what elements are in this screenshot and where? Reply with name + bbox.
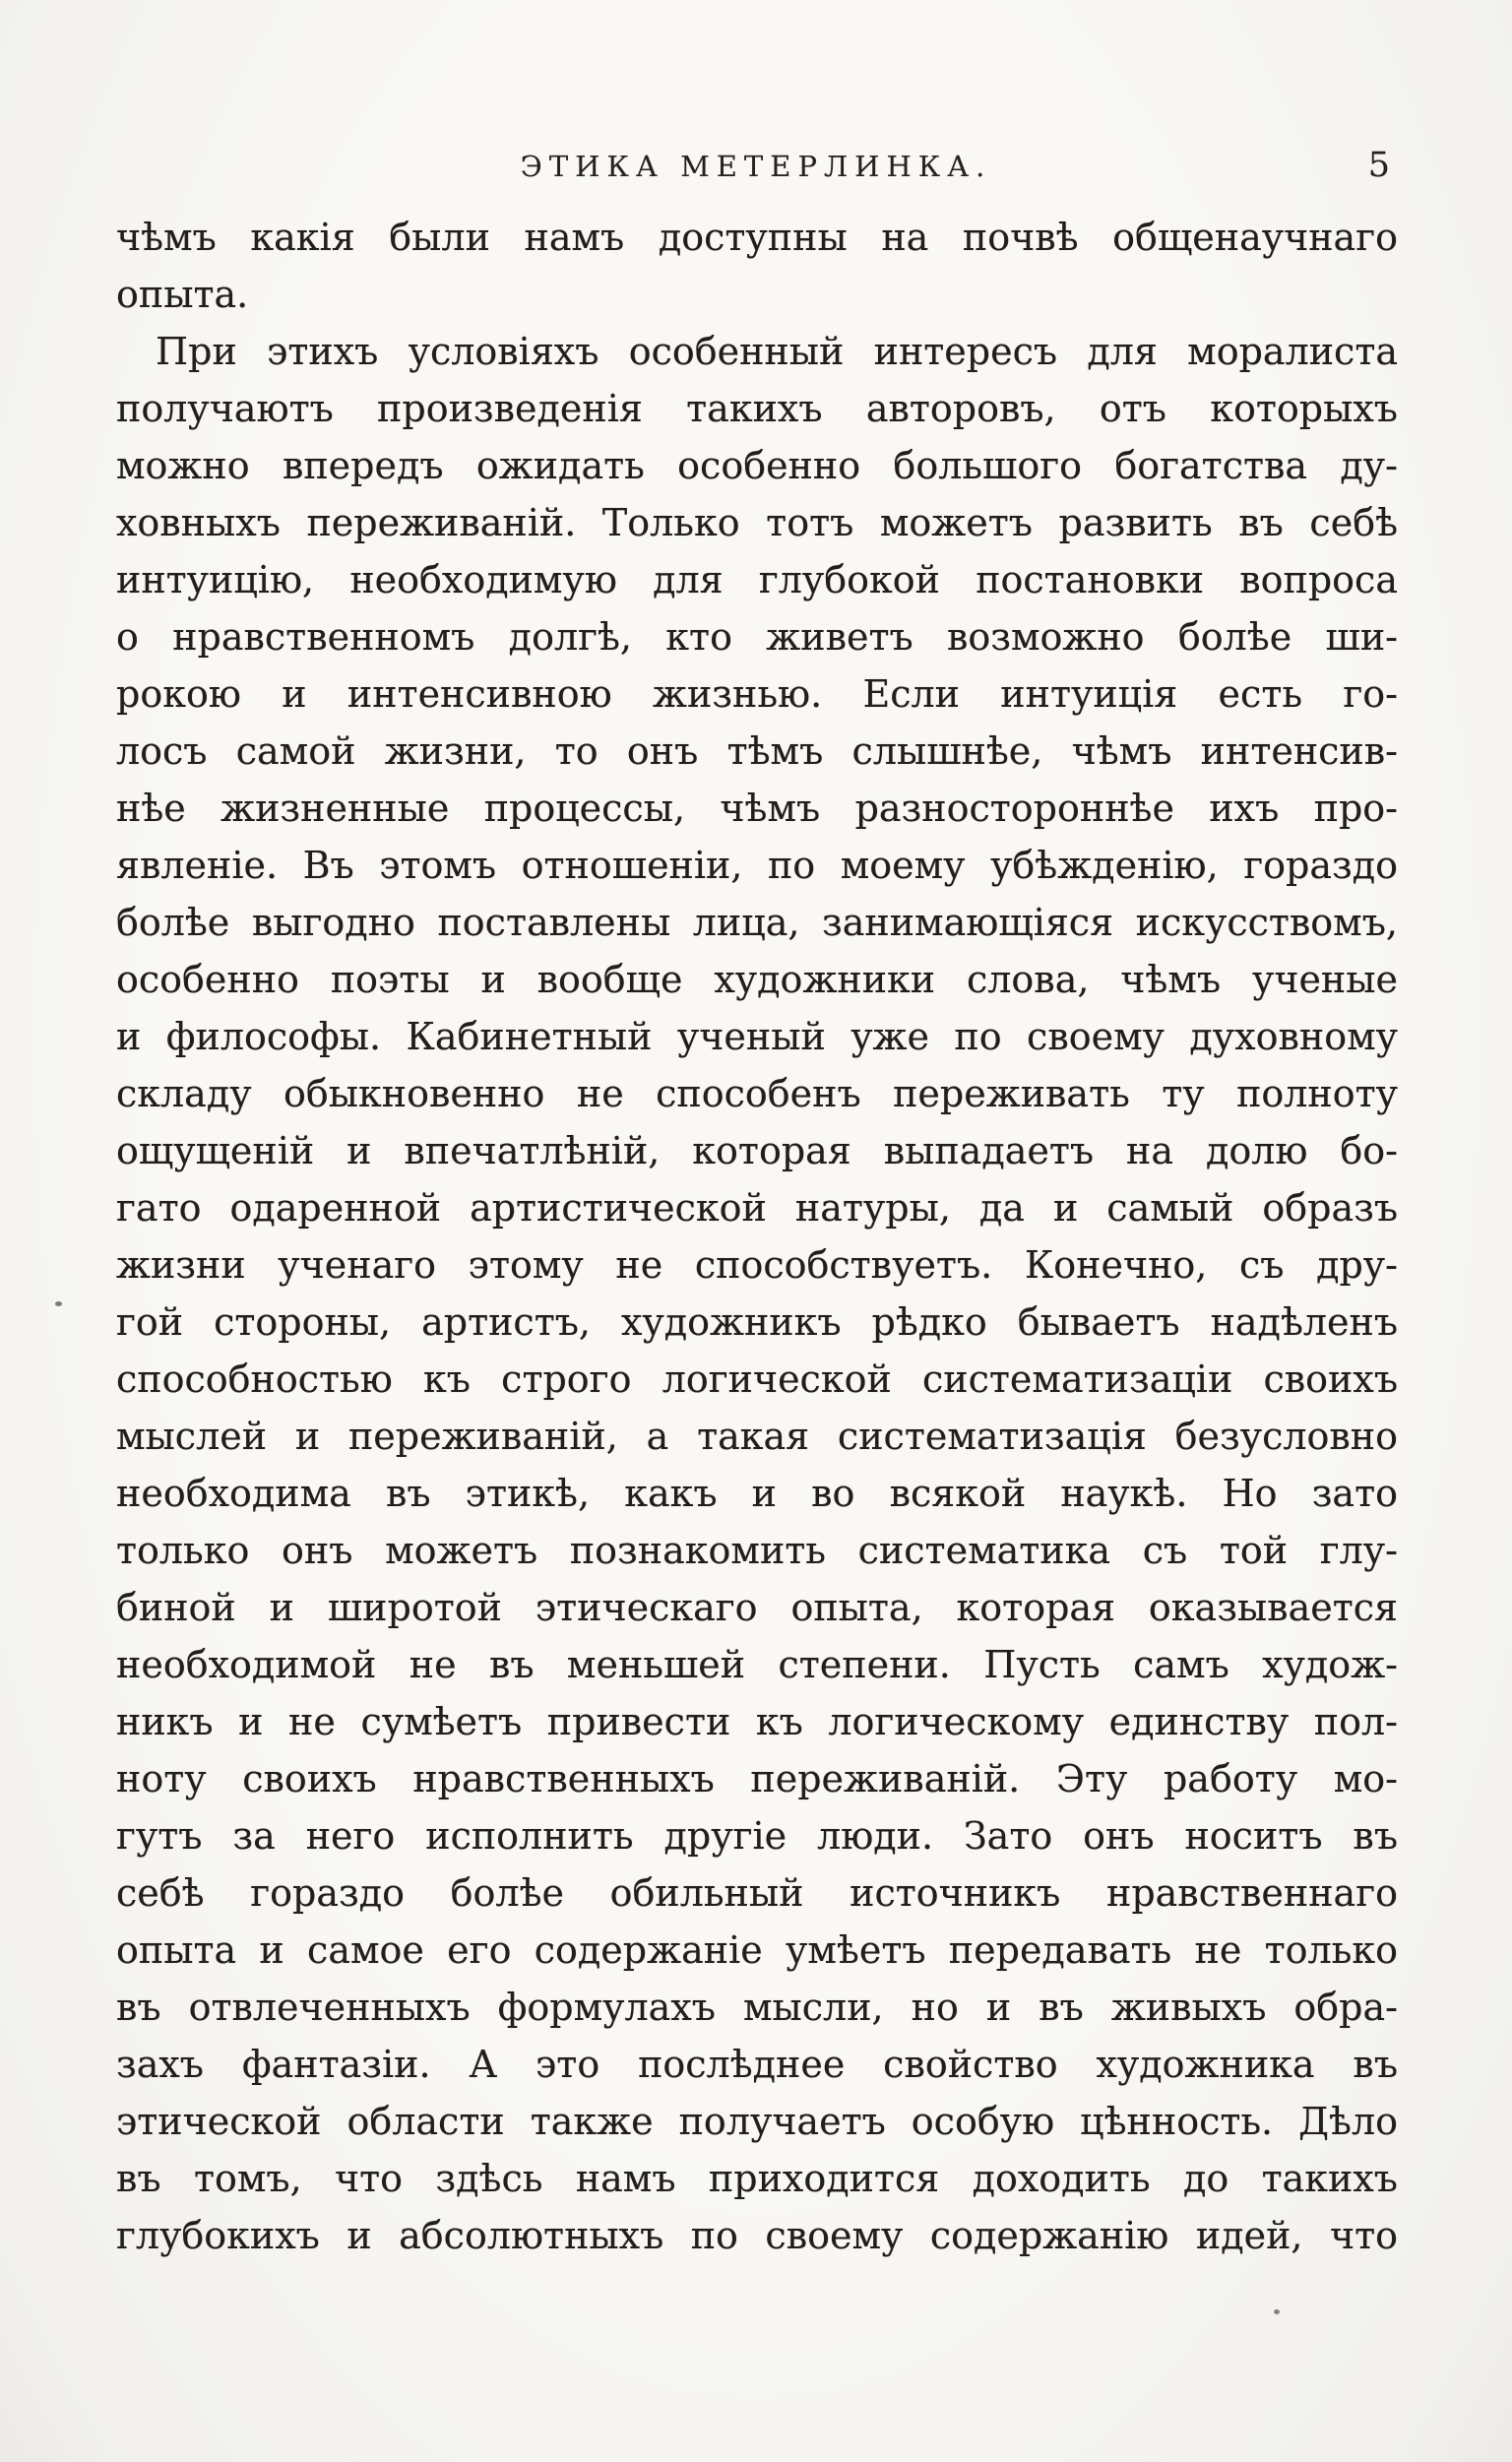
text-line: въ отвлеченныхъ формулахъ мысли, но и въ живыхъ обра- [116, 1986, 1398, 2029]
text-line: ощущеній и впечатлѣній, которая выпадаетъ на долю бо- [116, 1129, 1398, 1172]
text-line: необходимой не въ меньшей степени. Пусть самъ худож- [116, 1643, 1398, 1686]
text-line: ховныхъ переживаній. Только тотъ можетъ развить въ себѣ [116, 501, 1398, 544]
running-header [116, 146, 1396, 195]
text-line: этической области также получаетъ особую цѣнность. Дѣло [116, 2100, 1398, 2143]
running-header-title: ЭТИКА МЕТЕРЛИНКА. [520, 150, 992, 183]
page-number: 5 [1367, 146, 1390, 185]
text-line: чѣмъ какія были намъ доступны на почвѣ общенаучнаго [116, 216, 1398, 259]
scan-speck [1274, 2309, 1280, 2314]
text-line: о нравственномъ долгѣ, кто живетъ возможно болѣе ши- [116, 615, 1398, 659]
text-line: опыта. [116, 273, 249, 316]
text-line: способностью къ строго логической систематизаціи своихъ [116, 1357, 1398, 1401]
text-line: При этихъ условіяхъ особенный интересъ для моралиста [156, 330, 1398, 373]
text-line: себѣ гораздо болѣе обильный источникъ нравственнаго [116, 1871, 1398, 1915]
text-line: ноту своихъ нравственныхъ переживаній. Эту работу мо- [116, 1757, 1398, 1800]
text-line: глубокихъ и абсолютныхъ по своему содержанію идей, что [116, 2214, 1398, 2257]
text-line: можно впередъ ожидать особенно большого богатства ду- [116, 444, 1398, 487]
text-line: рокою и интенсивною жизнью. Если интуиція есть го- [116, 672, 1398, 716]
text-line: въ томъ, что здѣсь намъ приходится доходить до такихъ [116, 2157, 1398, 2200]
text-line: болѣе выгодно поставлены лица, занимающіяся искусствомъ, [116, 901, 1398, 944]
text-line: гато одаренной артистической натуры, да и самый образъ [116, 1186, 1398, 1230]
text-line: гутъ за него исполнить другіе люди. Зато онъ носитъ въ [116, 1814, 1398, 1858]
text-line: и философы. Кабинетный ученый уже по своему духовному [116, 1015, 1398, 1058]
page-body [116, 209, 1398, 2264]
text-line: интуицію, необходимую для глубокой постановки вопроса [116, 558, 1398, 601]
text-line: только онъ можетъ познакомить систематика съ той глу- [116, 1529, 1398, 1572]
text-line: лосъ самой жизни, то онъ тѣмъ слышнѣе, чѣмъ интенсив- [116, 729, 1398, 773]
text-line: никъ и не сумѣетъ привести къ логическому единству пол- [116, 1700, 1398, 1743]
text-line: жизни ученаго этому не способствуетъ. Конечно, съ дру- [116, 1243, 1398, 1287]
text-line: особенно поэты и вообще художники слова, чѣмъ ученые [116, 958, 1398, 1001]
text-line: складу обыкновенно не способенъ переживать ту полноту [116, 1072, 1398, 1115]
text-line: опыта и самое его содержаніе умѣетъ передавать не только [116, 1928, 1398, 1972]
text-line: явленіе. Въ этомъ отношеніи, по моему убѣжденію, гораздо [116, 844, 1398, 887]
text-line: захъ фантазіи. А это послѣднее свойство художника въ [116, 2043, 1398, 2086]
text-line: мыслей и переживаній, а такая систематизація безусловно [116, 1415, 1398, 1458]
scan-speck [55, 1301, 62, 1306]
text-line: гой стороны, артистъ, художникъ рѣдко бываетъ надѣленъ [116, 1300, 1398, 1344]
text-line: получаютъ произведенія такихъ авторовъ, отъ которыхъ [116, 387, 1398, 430]
text-line: биной и широтой этическаго опыта, которая оказывается [116, 1586, 1398, 1629]
text-line: нѣе жизненные процессы, чѣмъ разностороннѣе ихъ про- [116, 787, 1398, 830]
text-line: необходима въ этикѣ, какъ и во всякой наукѣ. Но зато [116, 1472, 1398, 1515]
